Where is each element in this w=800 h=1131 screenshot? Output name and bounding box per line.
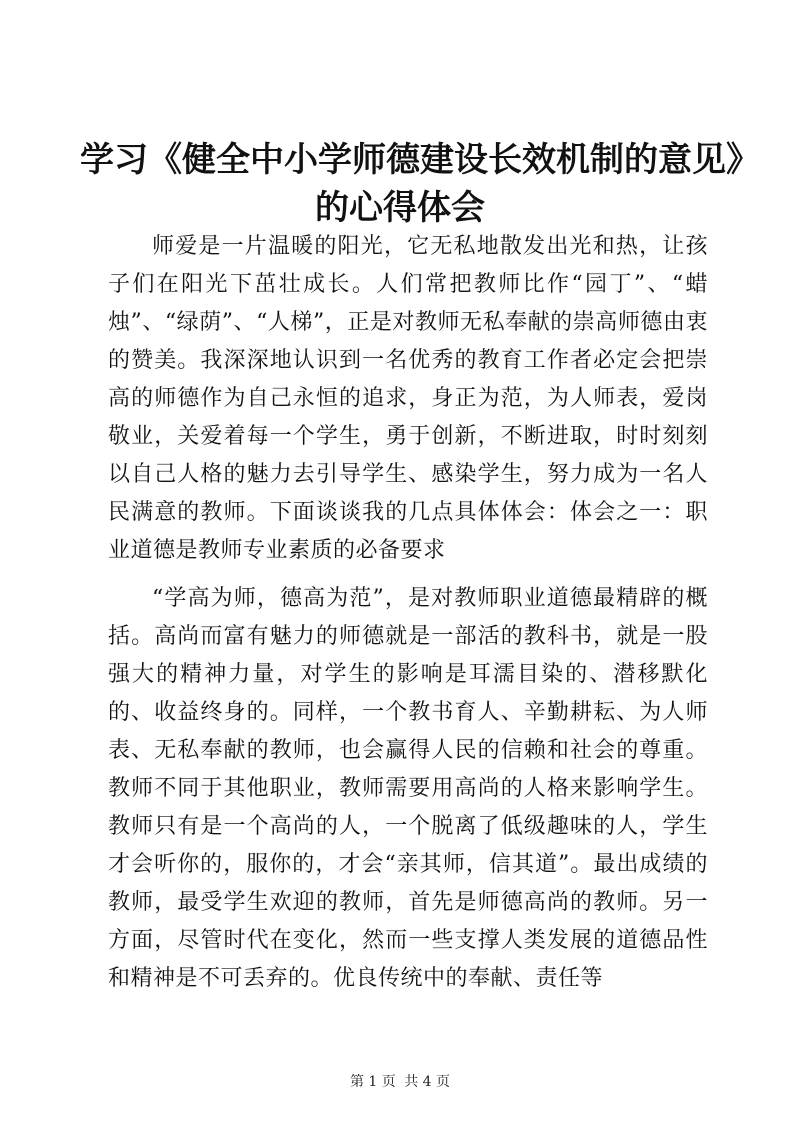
paragraph-2: “学高为师，德高为范”，是对教师职业道德最精辟的概括。高尚而富有魅力的师德就是一部活的教科书，就是一股强大的精神力量，对学生的影响是耳濡目染的、潜移默化的、收益终身的。同样，一个教书育人、辛勤耕耘、为人师表、无私奉献的教师，也会赢得人民的信赖和社会的尊重。教师不同于其他职业，教师需要用高尚的人格来影响学生。教师只有是一个高尚的人，一个脱离了低级趣味的人，学生才会听你的，服你的，才会“亲其师，信其道”。最出成绩的教师，最受学生欢迎的教师，首先是师德高尚的教师。另一方面，尽管时代在变化，然而一些支撑人类发展的道德品性和精神是不可丢弃的。优良传统中的奉献、责任等 [108, 586, 708, 991]
page-footer [0, 1072, 800, 1092]
title-line-2: 的心得体会 [315, 188, 485, 228]
document-title [80, 136, 760, 232]
page-number: 第 1 页 [349, 1074, 396, 1090]
paragraph-1: 师爱是一片温暖的阳光，它无私地散发出光和热，让孩子们在阳光下茁壮成长。人们常把教师比作“园丁”、“蜡烛”、“绿荫”、“人梯”，正是对教师无私奉献的崇高师德由衷的赞美。我深深地认识到一名优秀的教育工作者必定会把崇高的师德作为自己永恒的追求，身正为范，为人师表，爱岗敬业，关爱着每一个学生，勇于创新，不断进取，时时刻刻以自己人格的魅力去引导学生、感染学生，努力成为一名人民满意的教师。下面谈谈我的几点具体体会：体会之一：职业道德是教师专业素质的必备要求 [108, 234, 708, 563]
document-body [108, 228, 708, 998]
page-total: 共 4 页 [404, 1074, 451, 1090]
title-line-1: 学习《健全中小学师德建设长效机制的意见》 [80, 140, 760, 180]
